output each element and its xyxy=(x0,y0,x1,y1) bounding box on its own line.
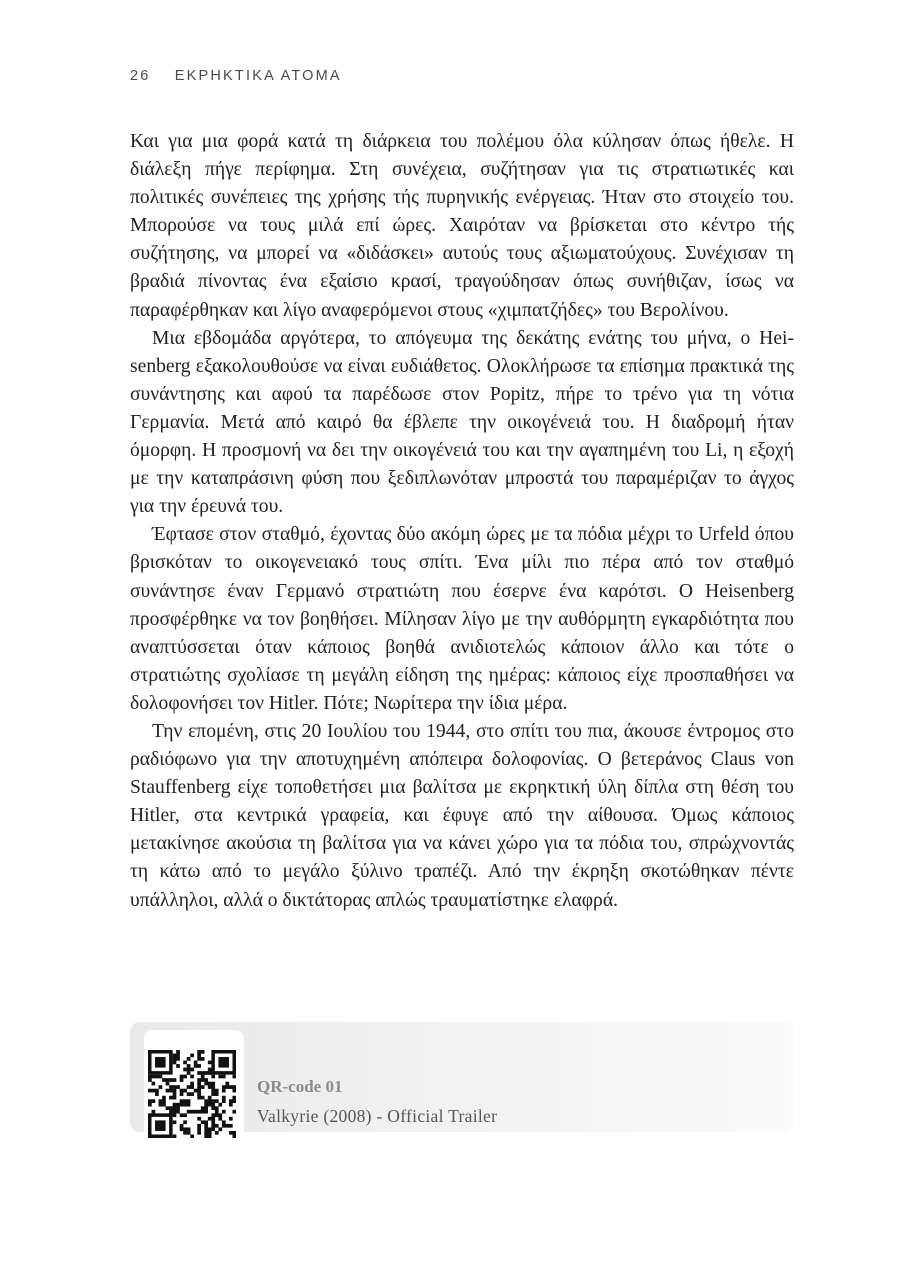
qr-code-caption: Valkyrie (2008) - Official Trailer xyxy=(257,1106,498,1126)
body-text xyxy=(130,128,794,915)
page-number: 26 xyxy=(130,68,151,84)
running-title: ΕΚΡΗΚΤΙΚΑ ΑΤΟΜΑ xyxy=(174,68,342,84)
qr-code-icon[interactable] xyxy=(148,1050,236,1138)
qr-code-panel xyxy=(130,1022,794,1132)
qr-code-title: QR-code 01 xyxy=(257,1077,343,1096)
paragraph-3: Έφτασε στον σταθμό, έχοντας δύο ακόμη ώρες με τα πόδια μέχρι το Urfeld όπου βρισκόταν το οικογενειακό τους σπίτι. Ένα μίλι πιο πέρα από τον σταθμό συνάντησε έναν Γερμανό στρατιώτη που έσερνε ένα καρότσι. Ο Heisenberg προσφέρθηκε να τον βοηθήσει. Μίλησαν λίγο με την αυθόρμητη εγκαρδιότητα που αναπτύσσεται όταν κάποιος βοηθά ανιδιοτελώς κάποιον άλλο και τότε ο στρατιώτης σχολίασε τη μεγάλη είδηση της ημέρας: κάποιος είχε προσπαθήσει να δολοφονήσει τον Hitler. Πότε; Νωρίτερα την ίδια μέρα. xyxy=(130,524,794,714)
paragraph-1: Και για μια φορά κατά τη διάρκεια του πολέμου όλα κύλησαν όπως ήθελε. Η διάλεξη πήγε περίφημα. Στη συνέχεια, συζήτησαν για τις στρατιωτικές και πολιτικές συνέπειες της χρήσης τής πυρηνικής ενέργειας. Ήταν στο στοιχείο του. Μπορούσε να τους μιλά επί ώρες. Χαιρόταν να βρίσκεται στο κέντρο τής συζήτησης, να μπορεί να «διδάσκει» αυτούς τους αξιωματούχους. Συνέχισαν τη βραδιά πίνοντας ένα εξαίσιο κρασί, τραγούδησαν όπως συνήθιζαν, ίσως να παραφέρθηκαν και λίγο αναφερόμενοι στους «χιμπατζήδες» του Βερολίνου. xyxy=(130,131,794,321)
running-header xyxy=(130,68,342,84)
qr-code-frame xyxy=(144,1030,244,1140)
paragraph-2: Μια εβδομάδα αργότερα, το απόγευμα της δεκάτης ενάτης του μήνα, ο Heisenberg εξακολουθούσε να είναι ευδιάθετος. Ολοκλήρωσε τα επίσημα πρακτικά της συνάντησης και αφού τα παρέδωσε στον Popitz, πήρε το τρένο για τη νότια Γερμανία. Μετά από καιρό θα έβλεπε την οικογένειά του. Η διαδρομή ήταν όμορφη. Η προσμονή να δει την οικογένειά του και την αγαπημένη του Li, η εξοχή με την καταπράσινη φύση που ξεδιπλωνόταν μπροστά του παραμέριζαν το άγχος για την έρευνά του. xyxy=(130,327,794,518)
paragraph-4: Την επομένη, στις 20 Ιουλίου του 1944, στο σπίτι του πια, άκουσε έντρομος στο ραδιόφωνο για την αποτυχημένη απόπειρα δολοφονίας. Ο βετεράνος Claus von Stauffenberg είχε τοποθετήσει μια βαλίτσα με εκρηκτική ύλη δίπλα στη θέση του Hitler, στα κεντρικά γραφεία, και έφυγε από την αίθουσα. Όμως κάποιος μετακίνησε ακούσια τη βαλίτσα για να κάνει χώρο για τα πόδια του, σπρώχνοντάς τη κάτω από το μεγάλο ξύλινο τραπέζι. Από την έκρηξη σκοτώθηκαν πέντε υπάλληλοι, αλλά ο δικτάτορας απλώς τραυματίστηκε ελαφρά. xyxy=(130,720,794,911)
